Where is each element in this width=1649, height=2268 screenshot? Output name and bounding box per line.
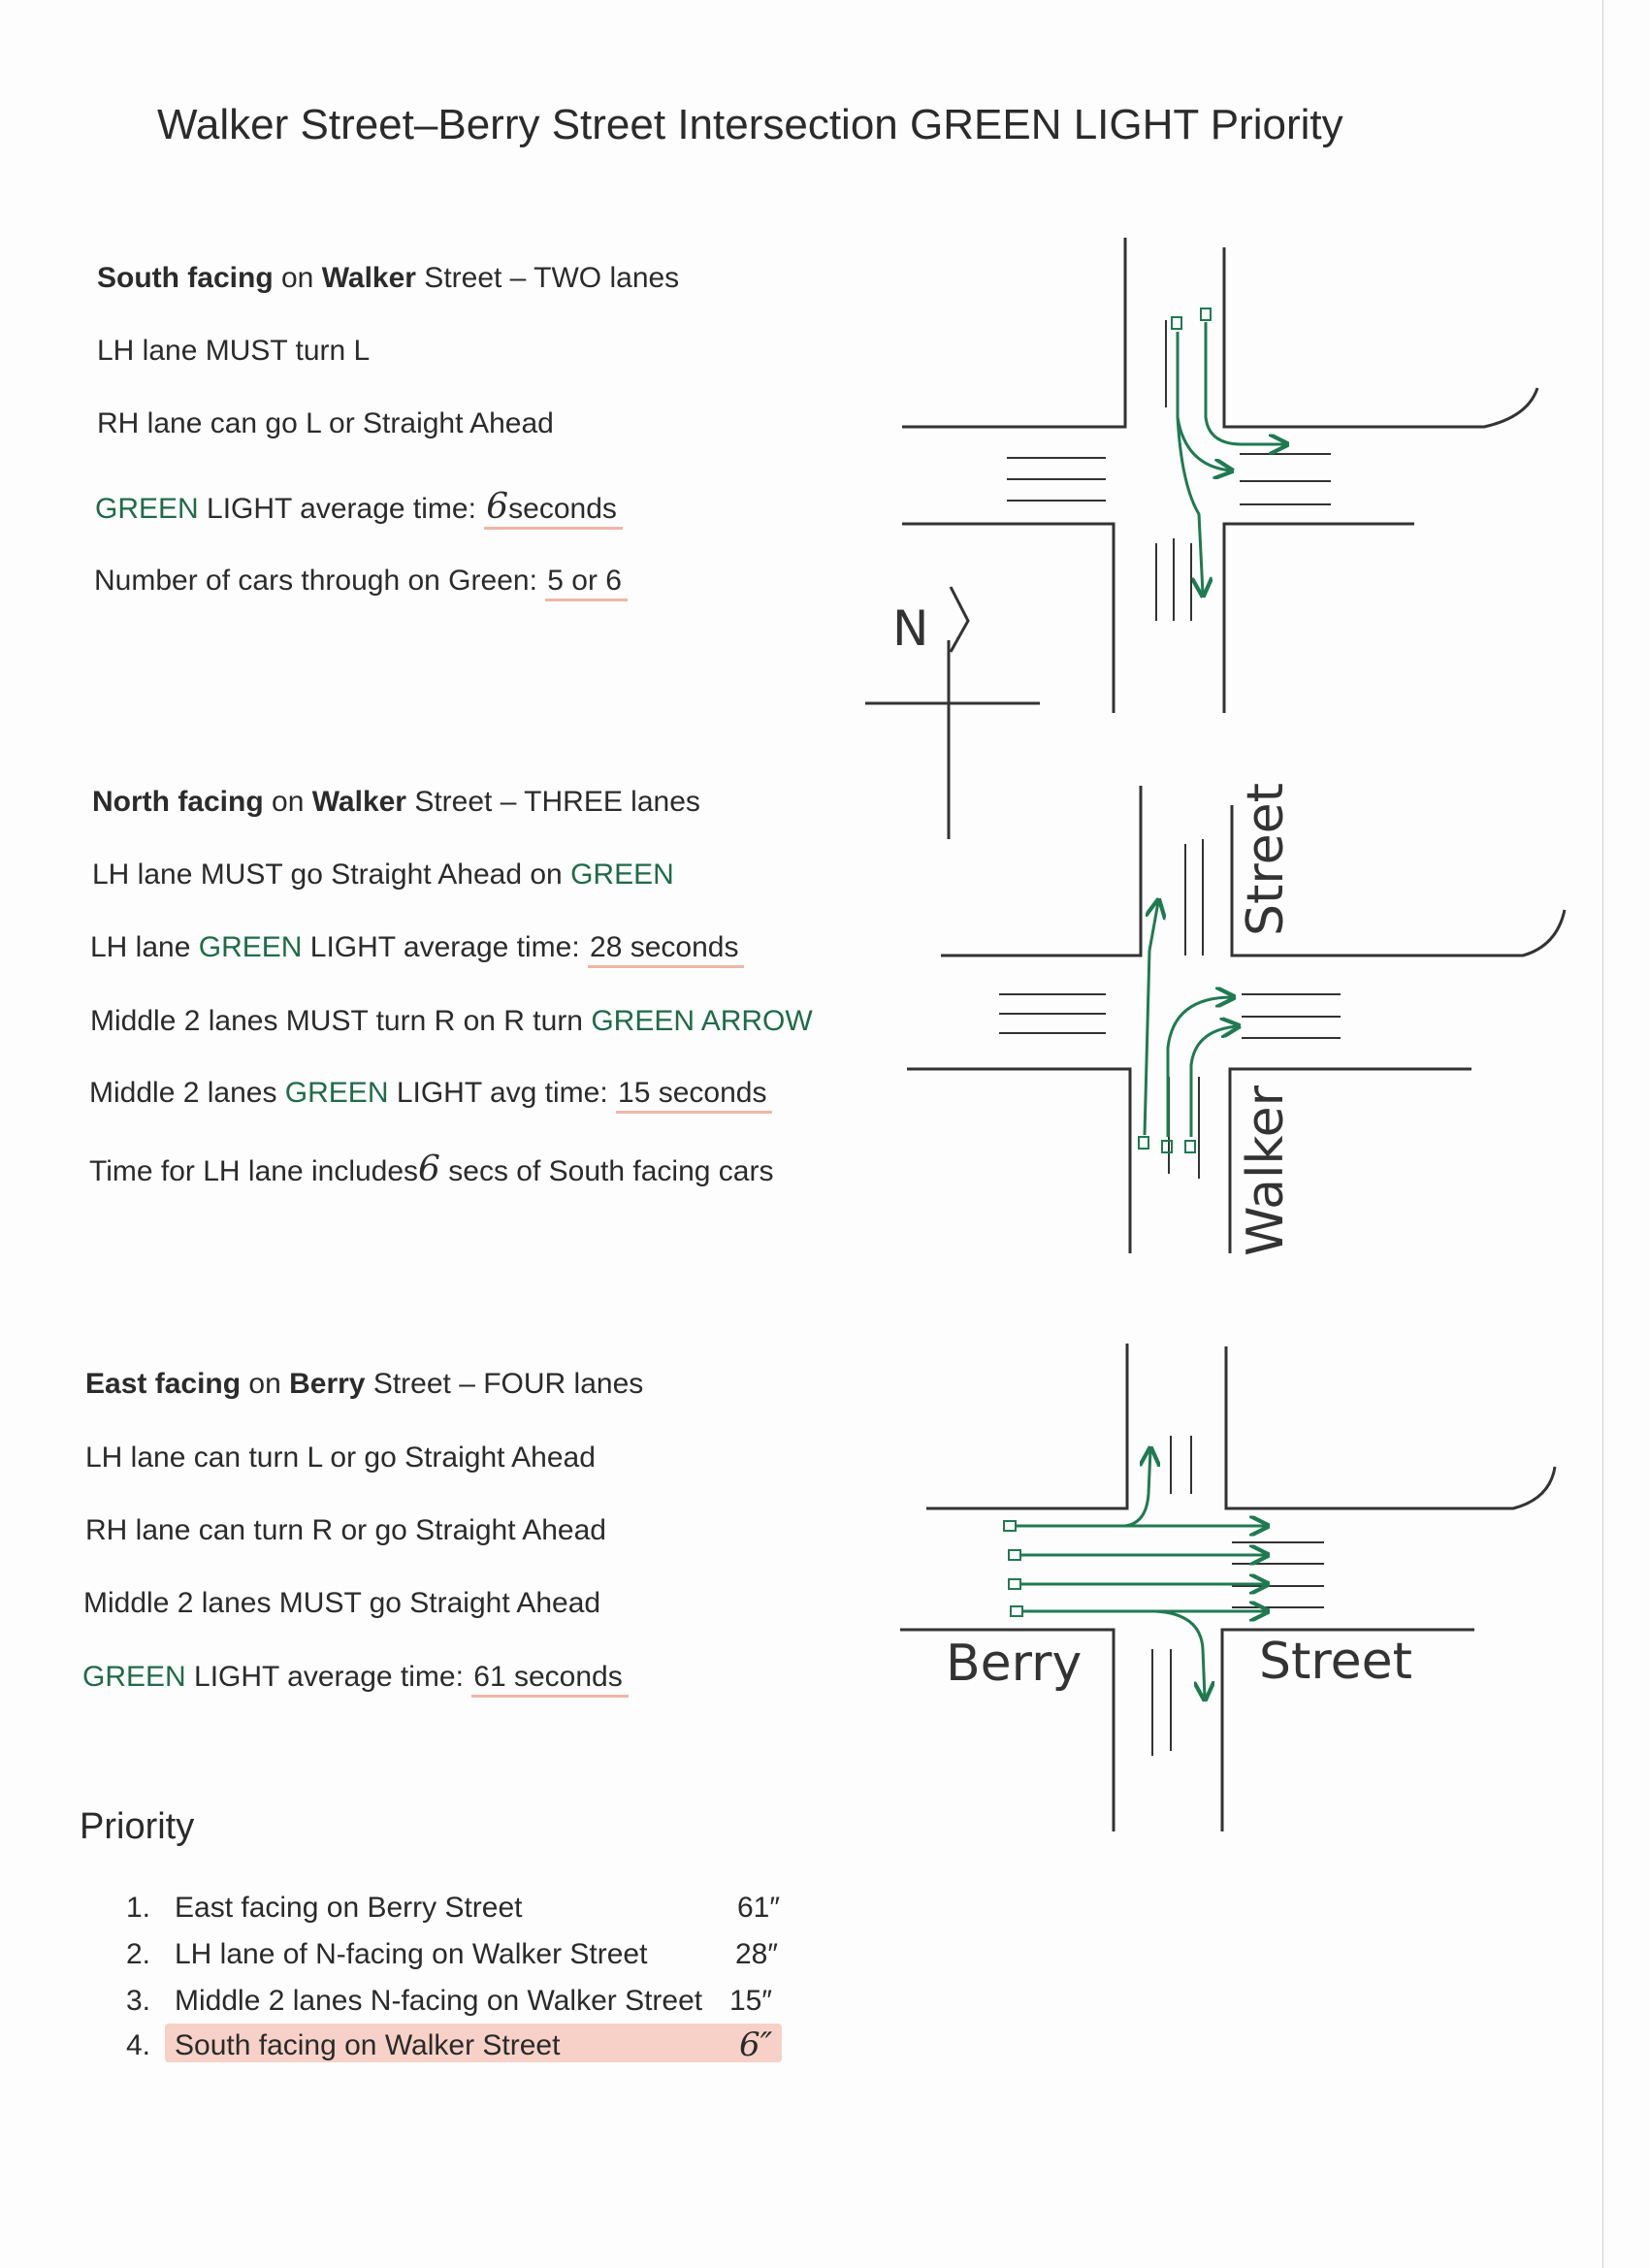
south-heading-mid: on bbox=[273, 262, 322, 294]
priority-title: Priority bbox=[80, 1806, 195, 1847]
road-edge bbox=[941, 786, 1141, 956]
car-marker bbox=[1172, 317, 1181, 329]
north-l5-pre: Time for LH lane includes bbox=[89, 1155, 419, 1187]
priority-time: 6″ bbox=[739, 2025, 773, 2064]
north-compass bbox=[865, 587, 1040, 839]
car-marker bbox=[1185, 1141, 1195, 1152]
north-l1-text: LH lane MUST go Straight Ahead on bbox=[92, 859, 571, 891]
priority-time: 61″ bbox=[737, 1892, 780, 1924]
south-heading-rest: Street – TWO lanes bbox=[415, 262, 680, 294]
east-line-1: LH lane can turn L or go Straight Ahead bbox=[85, 1442, 596, 1474]
south-line-1: LH lane MUST turn L bbox=[97, 335, 371, 367]
north-l4-text: LIGHT avg time: bbox=[388, 1077, 617, 1109]
north-l3-text: Middle 2 lanes MUST turn R on R turn bbox=[90, 1005, 592, 1037]
north-letter: N bbox=[892, 600, 929, 657]
diagram-north-facing bbox=[907, 786, 1565, 1253]
south-l4-text: Number of cars through on Green: bbox=[94, 565, 546, 597]
east-line-3: Middle 2 lanes MUST go Straight Ahead bbox=[83, 1587, 601, 1619]
road-edge bbox=[902, 238, 1125, 427]
diagram-north-arrows bbox=[1139, 902, 1237, 1152]
lane-markings bbox=[1007, 320, 1331, 621]
north-l3-green: GREEN ARROW bbox=[591, 1005, 813, 1037]
south-heading-bold1: South facing bbox=[97, 262, 274, 294]
car-marker bbox=[1009, 1579, 1020, 1589]
page-title: Walker Street–Berry Street Intersection GREEN LIGHT Priority bbox=[157, 101, 1343, 148]
diagram-south-arrows bbox=[1172, 308, 1285, 594]
north-arrow-icon bbox=[951, 587, 968, 652]
north-heading-bold1: North facing bbox=[92, 786, 264, 818]
north-l2-pre: LH lane bbox=[90, 931, 199, 963]
arrow-left-turn bbox=[1178, 332, 1230, 470]
priority-time: 15″ bbox=[729, 1985, 772, 2017]
east-heading-bold2: Berry bbox=[289, 1368, 366, 1400]
road-edge bbox=[1224, 524, 1414, 713]
berry-label: Berry bbox=[946, 1635, 1083, 1693]
car-marker bbox=[1009, 1550, 1020, 1560]
north-l4-pre: Middle 2 lanes bbox=[89, 1077, 285, 1109]
priority-time: 28″ bbox=[735, 1938, 778, 1970]
south-time-handwritten: 6 bbox=[486, 487, 509, 527]
north-l5-post: secs of South facing cars bbox=[439, 1155, 774, 1187]
car-marker bbox=[1139, 1137, 1148, 1149]
road-edge bbox=[1224, 247, 1537, 427]
arrow-straight bbox=[1145, 902, 1158, 1135]
road-edge bbox=[907, 1069, 1130, 1253]
east-heading-bold1: East facing bbox=[85, 1368, 242, 1400]
priority-num: 1. bbox=[126, 1892, 151, 1924]
north-heading-bold2: Walker bbox=[311, 786, 406, 818]
arrow-left-turn bbox=[1017, 1450, 1150, 1526]
car-marker bbox=[1004, 1521, 1016, 1531]
north-l1-green: GREEN bbox=[570, 859, 674, 891]
priority-label: East facing on Berry Street bbox=[175, 1892, 523, 1924]
north-l2-text: LIGHT average time: bbox=[302, 931, 589, 963]
lane-markings bbox=[1152, 1436, 1324, 1756]
south-cars-value: 5 or 6 bbox=[545, 565, 628, 601]
east-line-2: RH lane can turn R or go Straight Ahead bbox=[85, 1514, 606, 1546]
east-l4-green: GREEN bbox=[82, 1661, 186, 1693]
priority-label: South facing on Walker Street bbox=[175, 2029, 561, 2061]
priority-num: 4. bbox=[126, 2029, 151, 2061]
street-label-upper: Street bbox=[1237, 782, 1295, 936]
arrow-right-turn bbox=[1154, 1611, 1205, 1698]
walker-label: Walker bbox=[1237, 1085, 1295, 1256]
north-l4-green: GREEN bbox=[284, 1077, 389, 1109]
car-marker bbox=[1201, 308, 1211, 320]
east-l4-text: LIGHT average time: bbox=[185, 1661, 472, 1693]
street-label-lower: Street bbox=[1259, 1633, 1413, 1691]
south-time-unit: seconds bbox=[508, 493, 617, 525]
north-l2-green: GREEN bbox=[198, 931, 303, 963]
north-heading-mid: on bbox=[263, 786, 312, 818]
road-edge bbox=[902, 524, 1114, 713]
east-l4-value: 61 seconds bbox=[471, 1661, 628, 1698]
north-l2-value: 28 seconds bbox=[588, 931, 744, 968]
north-heading-rest: Street – THREE lanes bbox=[405, 786, 700, 818]
east-heading-mid: on bbox=[241, 1368, 290, 1400]
car-marker bbox=[1011, 1606, 1022, 1616]
priority-num: 2. bbox=[126, 1938, 151, 1970]
south-heading-bold2: Walker bbox=[321, 262, 416, 294]
south-green-word: GREEN bbox=[95, 493, 199, 525]
priority-label: LH lane of N-facing on Walker Street bbox=[175, 1938, 648, 1970]
road-edge bbox=[1226, 1346, 1555, 1508]
north-l5-handwritten: 6 bbox=[418, 1150, 440, 1189]
east-heading-rest: Street – FOUR lanes bbox=[365, 1368, 644, 1400]
diagram-south-facing bbox=[902, 238, 1537, 713]
diagram-east-facing bbox=[900, 1344, 1555, 1831]
priority-num: 3. bbox=[126, 1985, 151, 2017]
south-line-2: RH lane can go L or Straight Ahead bbox=[97, 407, 554, 439]
car-marker bbox=[1162, 1141, 1172, 1152]
south-l3-text: LIGHT average time: bbox=[198, 493, 485, 525]
priority-label: Middle 2 lanes N-facing on Walker Street bbox=[175, 1985, 703, 2017]
road-edge bbox=[926, 1344, 1127, 1508]
north-l4-value: 15 seconds bbox=[616, 1077, 772, 1114]
